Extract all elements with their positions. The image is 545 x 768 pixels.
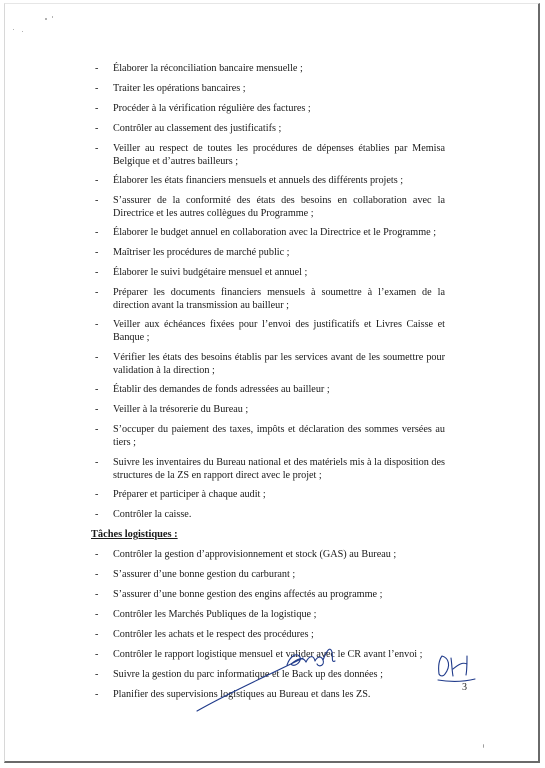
- list-item: - Élaborer la réconciliation bancaire mensuelle ;: [91, 62, 445, 75]
- list-item: - Vérifier les états des besoins établis par les services avant de les soumettre pour validation à la direction ;: [91, 351, 445, 377]
- list-item: - Élaborer le budget annuel en collaboration avec la Directrice et le Programme ;: [91, 226, 445, 239]
- list-item: - Élaborer les états financiers mensuels et annuels des différents projets ;: [91, 174, 445, 187]
- signature-scribble: [197, 649, 335, 711]
- list-item: - Veiller aux échéances fixées pour l’envoi des justificatifs et Livres Caisse et Banque ;: [91, 318, 445, 344]
- list-item: - Suivre la gestion du parc informatique et le Back up des données ;: [91, 668, 445, 681]
- list-item: - Contrôler la caisse.: [91, 508, 445, 521]
- section-heading-logistics: Tâches logistiques :: [91, 529, 178, 540]
- list-item: - Préparer les documents financiers mensuels à soumettre à l’examen de la direction avant la transmission au bailleur ;: [91, 286, 445, 312]
- list-item: - Maîtriser les procédures de marché public ;: [91, 246, 445, 259]
- list-item: - Suivre les inventaires du Bureau national et des matériels mis à la disposition des structures de la ZS en rapport direct avec le projet ;: [91, 456, 445, 482]
- page-number: 3: [462, 682, 467, 693]
- list-item: - Contrôler la gestion d’approvisionnement et stock (GAS) au Bureau ;: [91, 548, 445, 561]
- list-item: - Contrôler les Marchés Publiques de la logistique ;: [91, 608, 445, 621]
- list-item: - Contrôler les achats et le respect des procédures ;: [91, 628, 445, 641]
- list-item: - Traiter les opérations bancaires ;: [91, 82, 445, 95]
- list-item: - Élaborer le suivi budgétaire mensuel et annuel ;: [91, 266, 445, 279]
- list-item: - Contrôler au classement des justificatifs ;: [91, 122, 445, 135]
- list-item: - S’occuper du paiement des taxes, impôts et déclaration des sommes versées au tiers ;: [91, 423, 445, 449]
- list-item: - Préparer et participer à chaque audit ;: [91, 488, 445, 501]
- list-item: - Veiller à la trésorerie du Bureau ;: [91, 403, 445, 416]
- list-item: - Contrôler le rapport logistique mensuel et valider avec le CR avant l’envoi ;: [91, 648, 445, 661]
- list-item: - S’assurer de la conformité des états des besoins en collaboration avec la Directrice et les autres collègues du Programme ;: [91, 194, 445, 220]
- list-item: - S’assurer d’une bonne gestion des engins affectés au programme ;: [91, 588, 445, 601]
- list-item: - Veiller au respect de toutes les procédures de dépenses établies par Memisa Belgique et d’autres bailleurs ;: [91, 142, 445, 168]
- signatures-layer: [5, 4, 541, 764]
- initials-mark: [438, 656, 475, 681]
- list-item: - Procéder à la vérification régulière des factures ;: [91, 102, 445, 115]
- list-item: - Planifier des supervisions logistiques au Bureau et dans les ZS.: [91, 688, 445, 701]
- document-page: [4, 3, 540, 763]
- list-item: - S’assurer d’une bonne gestion du carburant ;: [91, 568, 445, 581]
- list-item: - Établir des demandes de fonds adressées au bailleur ;: [91, 383, 445, 396]
